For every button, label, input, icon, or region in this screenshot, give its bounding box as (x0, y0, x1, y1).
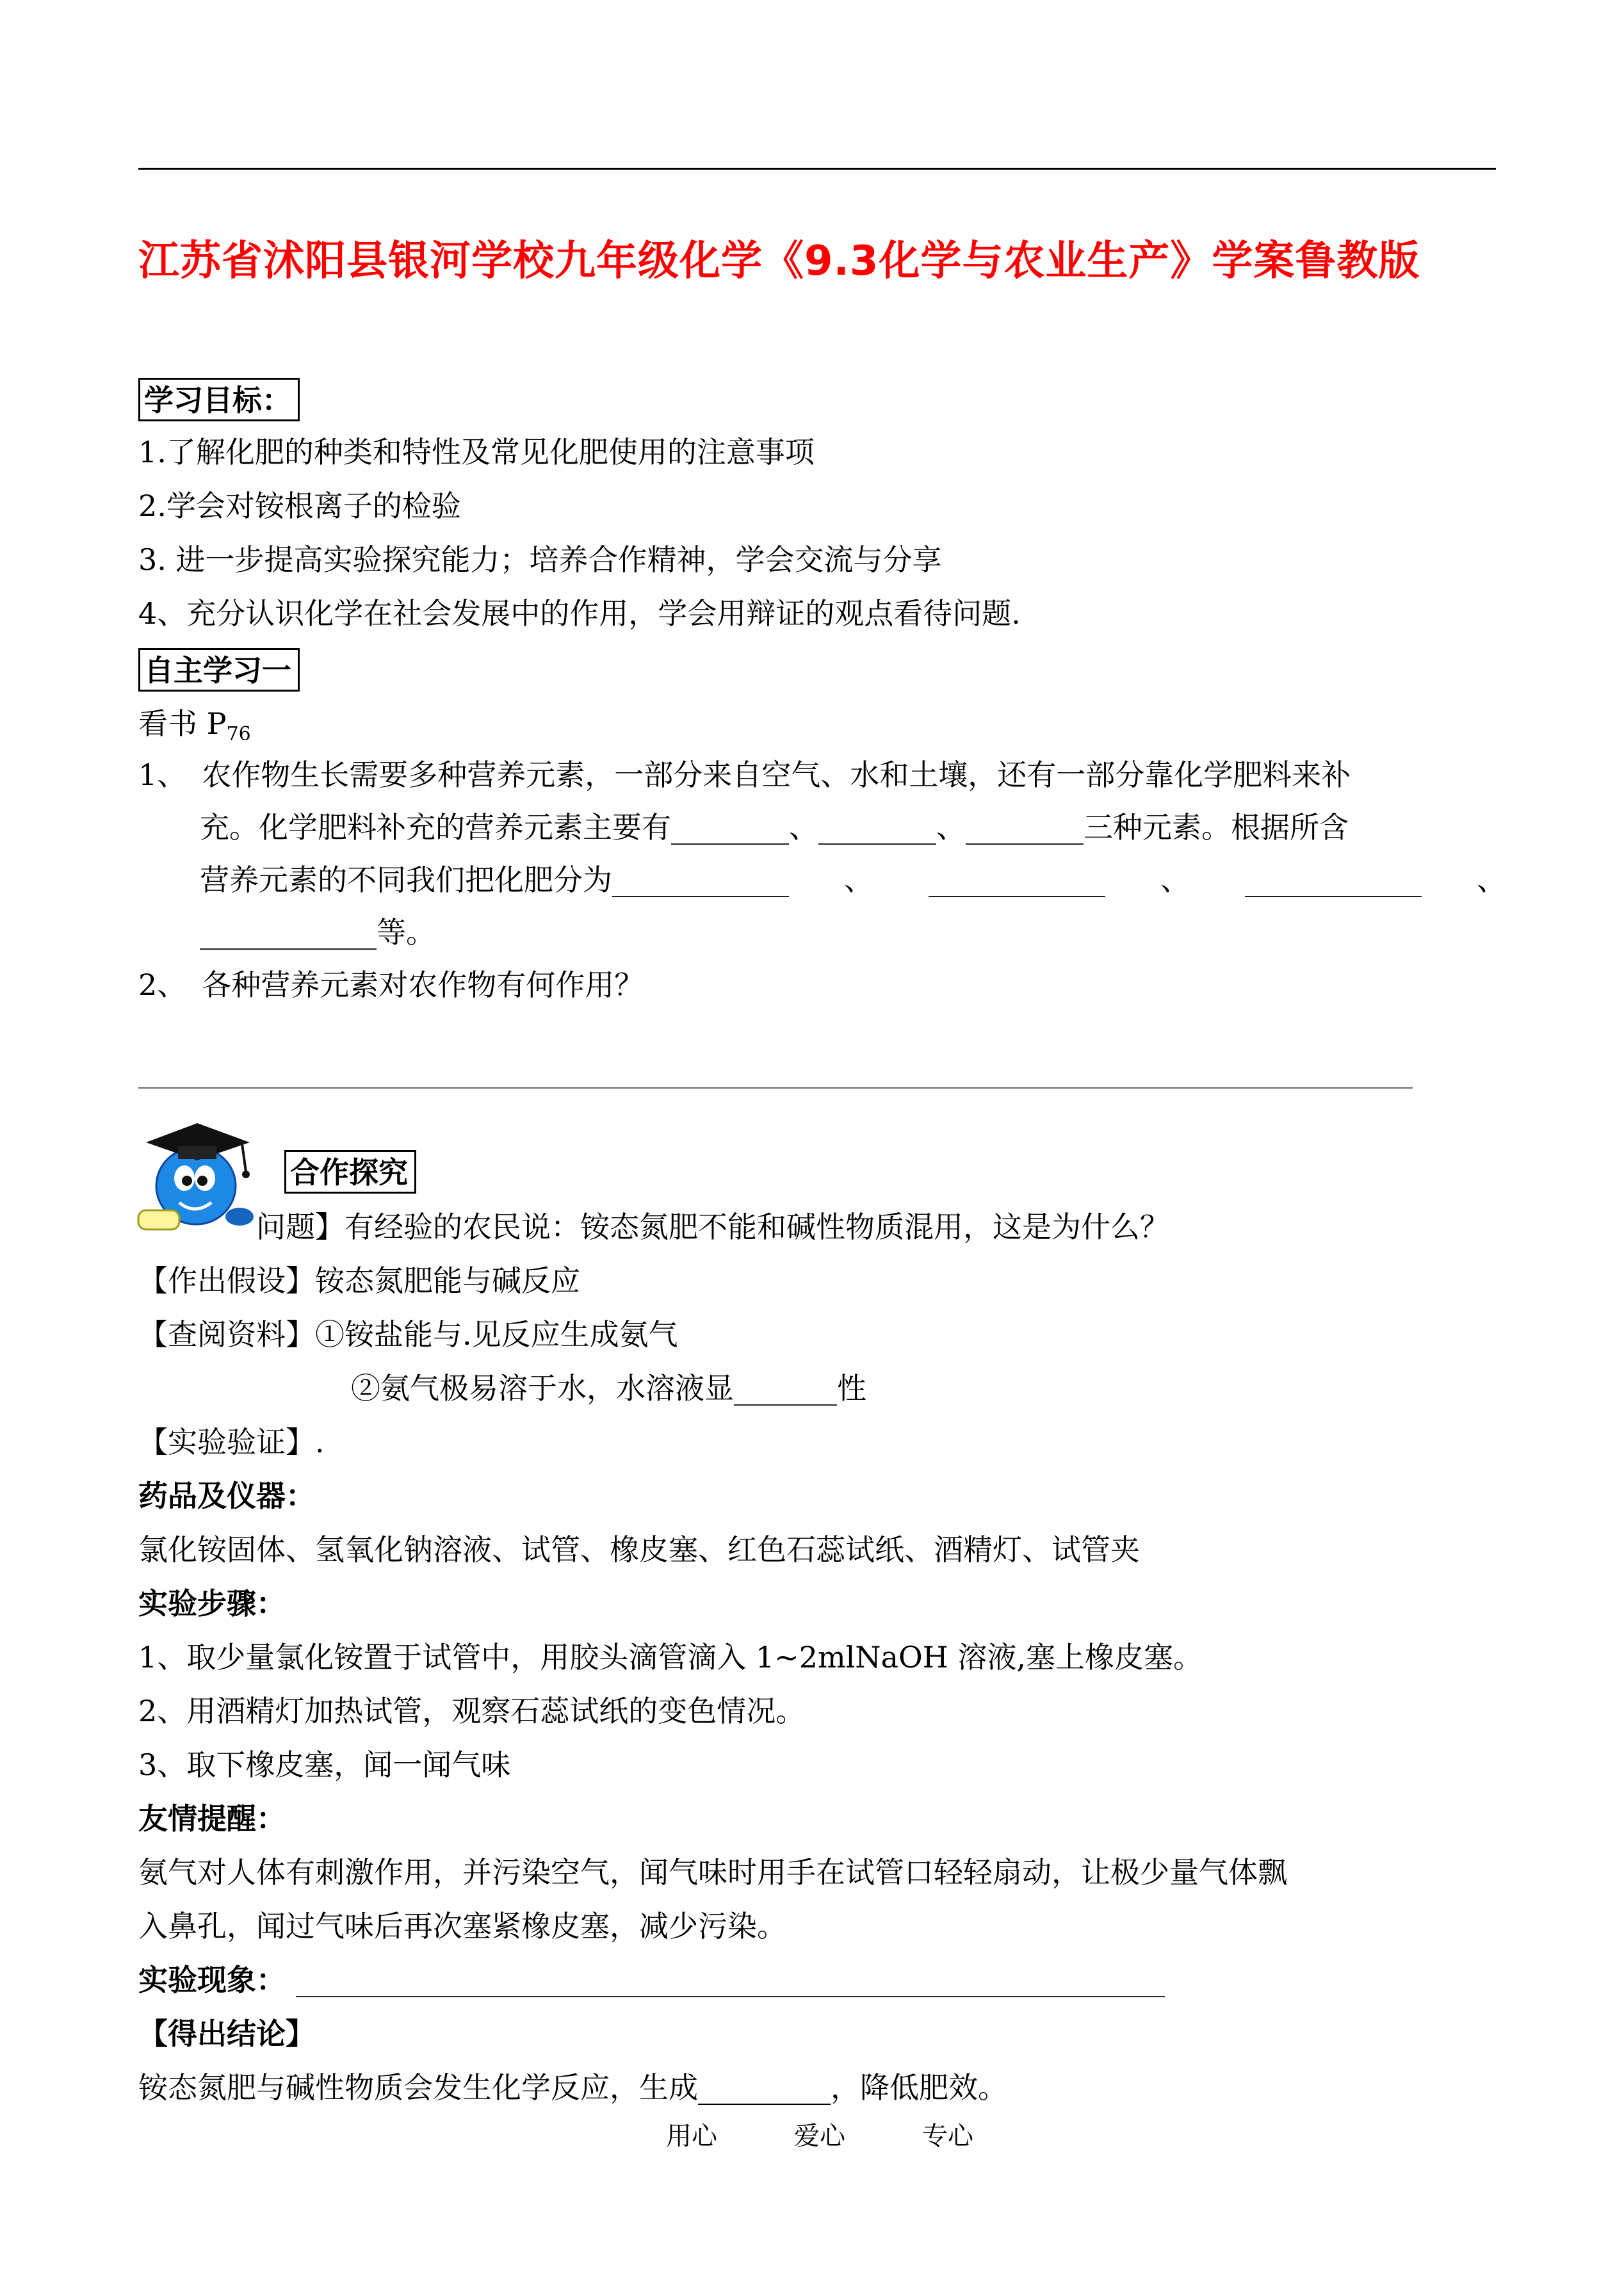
reference-item: ①铵盐能与.见反应生成氨气 (315, 1317, 678, 1352)
self-study-heading: 自主学习一 (138, 648, 300, 692)
graduate-mascot-icon (133, 1114, 261, 1236)
goals-heading: 学习目标： (138, 378, 300, 421)
question-1-line-2: 充。化学肥料补充的营养元素主要有________、________、________三种元素。根据所含 (200, 810, 1349, 845)
separator: 、 (844, 863, 873, 897)
read-book-prefix: 看书 P (138, 706, 227, 741)
question-1-line-4: ____________等。 (200, 915, 435, 950)
verify-heading: 【实验验证】. (138, 1425, 325, 1459)
materials-label: 药品及仪器： (138, 1479, 315, 1513)
conclusion-text: 铵态氮肥与碱性物质会发生化学反应，生成_________，降低肥效。 (138, 2070, 1007, 2105)
conclusion-label: 【得出结论】 (138, 2016, 315, 2051)
section-divider (138, 1087, 1413, 1089)
goal-item: 4、充分认识化学在社会发展中的作用，学会用辩证的观点看待问题. (138, 596, 1021, 631)
separator: 、 (1160, 863, 1190, 897)
question-2-number: 2、 (138, 968, 187, 1002)
goal-item: 2.学会对铵根离子的检验 (138, 489, 461, 523)
question-1-line-3-row (200, 861, 1506, 899)
question-2-line (138, 966, 644, 1004)
steps-label: 实验步骤： (138, 1586, 286, 1621)
step-item: 1、取少量氯化铵置于试管中，用胶头滴管滴入 1~2mlNaOH 溶液,塞上橡皮塞。 (138, 1640, 1203, 1675)
step-item: 3、取下橡皮塞，闻一闻气味 (138, 1748, 511, 1782)
footer-word: 爱心 (794, 2121, 845, 2151)
separator: 、 (1477, 863, 1506, 897)
footer-word: 专心 (922, 2121, 973, 2151)
phenomenon-line (138, 1961, 1165, 1999)
footer-word: 用心 (666, 2121, 717, 2151)
question-1-number: 1、 (138, 758, 187, 792)
reference-label: 【查阅资料】 (138, 1317, 315, 1352)
reference-item: ②氨气极易溶于水，水溶液显_______性 (351, 1371, 866, 1406)
tip-line: 氨气对人体有刺激作用，并污染空气，闻气味时用手在试管口轻轻扇动，让极少量气体飘 (138, 1855, 1287, 1890)
read-book-page: 76 (226, 723, 251, 745)
phenomenon-label: 实验现象： (138, 1963, 286, 1997)
fill-blank-segment: 营养元素的不同我们把化肥分为____________ (200, 863, 789, 897)
question-1-line-3 (200, 861, 1506, 899)
tip-label: 友情提醒： (138, 1801, 286, 1836)
tip-line: 入鼻孔，闻过气味后再次塞紧橡皮塞，减少污染。 (138, 1909, 786, 1943)
question-1-line-1 (138, 756, 1351, 794)
reference-line-1 (138, 1315, 678, 1354)
step-item: 2、用酒精灯加热试管，观察石蕊试纸的变色情况。 (138, 1694, 806, 1728)
materials-text: 氯化铵固体、氢氧化钠溶液、试管、橡皮塞、红色石蕊试纸、酒精灯、试管夹 (138, 1532, 1140, 1567)
document-title: 江苏省沭阳县银河学校九年级化学《9.3化学与农业生产》学案鲁教版 (138, 238, 1420, 285)
goal-item: 1.了解化肥的种类和特性及常见化肥使用的注意事项 (138, 435, 815, 469)
fill-blank-segment: ____________ (1245, 863, 1422, 897)
fill-blank-segment: ____________ (929, 863, 1105, 897)
phenomenon-blank: ___________________________________________________________ (296, 1963, 1165, 1997)
question-1-text: 农作物生长需要多种营养元素，一部分来自空气、水和土壤，还有一部分靠化学肥料来补 (202, 758, 1351, 792)
self-study-heading-row (138, 648, 300, 692)
cooperation-heading: 合作探究 (284, 1150, 416, 1194)
question-2-text: 各种营养元素对农作物有何作用？ (202, 968, 644, 1002)
read-book-line (138, 704, 251, 754)
cooperation-heading-row (284, 1150, 416, 1194)
goals-heading-row (138, 378, 300, 421)
page-footer (666, 2118, 1050, 2154)
problem-line: 问题】有经验的农民说：铵态氮肥不能和碱性物质混用，这是为什么？ (256, 1210, 1169, 1244)
goal-item: 3. 进一步提高实验探究能力；培养合作精神，学会交流与分享 (138, 542, 942, 577)
top-rule (138, 168, 1496, 170)
hypothesis-line: 【作出假设】铵态氮肥能与碱反应 (138, 1263, 580, 1298)
